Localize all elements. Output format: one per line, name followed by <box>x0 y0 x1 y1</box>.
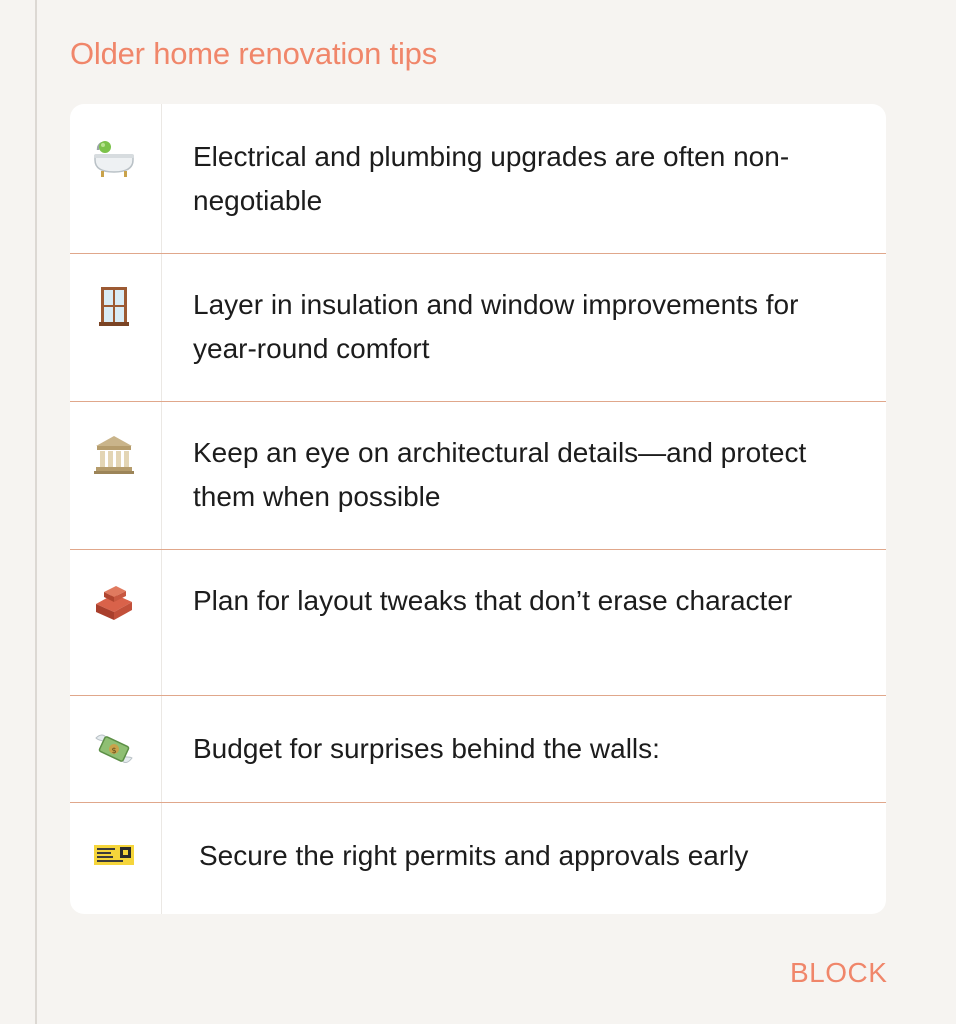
tip-row-6 <box>70 803 886 914</box>
tip-text: Layer in insulation and window improvements for year-round comfort <box>193 289 799 364</box>
page-title: Older home renovation tips <box>70 36 437 71</box>
tip-text: Electrical and plumbing upgrades are often non-negotiable <box>193 141 790 216</box>
tip-text: Secure the right permits and approvals early <box>199 840 749 871</box>
brand-logo: BLOCK <box>790 957 888 988</box>
tips-card <box>70 104 886 914</box>
tip-text: Plan for layout tweaks that don’t erase character <box>193 585 793 616</box>
left-margin-rule <box>35 0 37 1024</box>
tip-row-3 <box>70 402 886 549</box>
brick-icon <box>92 580 136 624</box>
money-with-wings-icon <box>92 728 136 772</box>
tip-row-5 <box>70 696 886 802</box>
bathtub-icon <box>92 136 136 180</box>
ticket-icon <box>92 833 136 877</box>
classical-building-icon <box>92 432 136 476</box>
tip-row-1 <box>70 104 886 253</box>
tip-text: Keep an eye on architectural details—and protect them when possible <box>193 437 807 512</box>
window-icon <box>92 284 136 328</box>
tip-row-2 <box>70 254 886 401</box>
tip-text: Budget for surprises behind the walls: <box>193 733 660 764</box>
tip-row-4 <box>70 550 886 695</box>
svg-text:$: $ <box>111 746 117 755</box>
